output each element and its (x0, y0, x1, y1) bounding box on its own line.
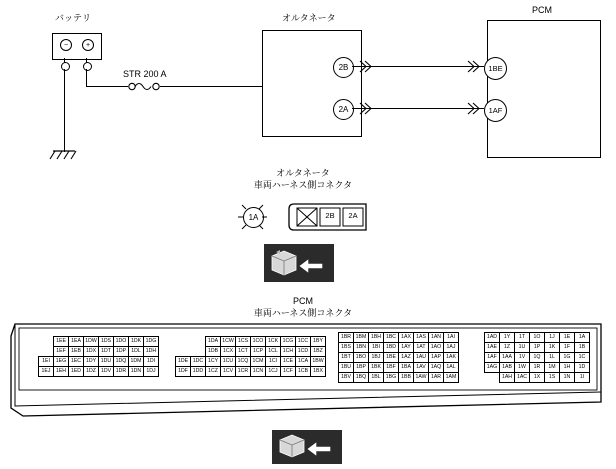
pcm-pin-cell[interactable]: 1DU (99, 357, 114, 367)
pcm-body (487, 20, 601, 158)
pcm-pin-cell[interactable]: 1CB (296, 367, 311, 377)
detail-terminal-1a-label: 1A (248, 213, 259, 222)
pcm-connector-photo (272, 430, 342, 464)
pcm-pin-row (485, 353, 590, 363)
pcm-pin-cell[interactable]: 1CW (221, 337, 236, 347)
pcm-pin-cell[interactable]: 1EB (69, 347, 84, 357)
pcm-pin-cell[interactable]: 1BY (311, 337, 326, 347)
pcm-pin-row (485, 373, 590, 383)
pcm-pin-cell[interactable]: 1BC (384, 333, 399, 343)
pcm-pin-cell[interactable]: 1K (545, 343, 560, 353)
pcm-pin-row (339, 373, 459, 383)
pcm-pin-cell[interactable]: 1AI (444, 333, 459, 343)
pcm-pin-cell[interactable]: 1C (575, 353, 590, 363)
pcm-pin-cell[interactable]: 1Y (500, 333, 515, 343)
pcm-pin-cell[interactable]: 1DL (129, 347, 144, 357)
detail-terminal-2a-label: 2A (348, 211, 358, 220)
pcm-pin-cell[interactable]: 1EC (69, 357, 84, 367)
battery-negative-terminal: − (60, 39, 72, 51)
pcm-pin-cell[interactable]: 1BD (384, 343, 399, 353)
pcm-pin-spacer (39, 337, 54, 347)
fuse-label: STR 200 A (123, 69, 167, 79)
pcm-pin-cell[interactable]: 1BE (384, 353, 399, 363)
pcm-pin-cell[interactable]: 1BV (339, 373, 354, 383)
positive-wire-to-fuse (86, 86, 128, 87)
battery-positive-node (83, 62, 92, 71)
pcm-pin-cell[interactable]: 1BP (354, 363, 369, 373)
pcm-connector-title-line2: 車両ハーネス側コネクタ (253, 308, 353, 318)
pcm-pin-cell[interactable]: 1X (530, 373, 545, 383)
pcm-pin-cell[interactable]: 1AT (414, 343, 429, 353)
connector-arrow-1be (466, 59, 482, 74)
pcm-pin-spacer (39, 347, 54, 357)
pcm-pin-cell[interactable]: 1AA (500, 353, 515, 363)
pcm-pin-cell[interactable]: 1BN (354, 343, 369, 353)
pcm-pin-cell[interactable]: 1CU (221, 357, 236, 367)
pcm-pin-row (39, 347, 159, 357)
pcm-pin-cell[interactable]: 1CI (266, 357, 281, 367)
battery-label: バッテリ (55, 13, 92, 23)
pcm-pin-cell[interactable]: 1AG (485, 363, 500, 373)
alternator-connector-title-line2: 車両ハーネス側コネクタ (253, 180, 353, 190)
pcm-pin-cell[interactable]: 1DO (114, 337, 129, 347)
pcm-pin-row (485, 363, 590, 373)
fuse-symbol (126, 79, 162, 94)
pcm-pin-cell[interactable]: 1BR (339, 333, 354, 343)
pcm-pin-cell[interactable]: 1EH (54, 367, 69, 377)
pcm-pin-row (39, 337, 159, 347)
pcm-pin-cell[interactable]: 1CT (236, 347, 251, 357)
pcm-pin-cell[interactable]: 1Q (530, 353, 545, 363)
pcm-pin-cell[interactable]: 1CL (266, 347, 281, 357)
pcm-pin-cell[interactable]: 1N (560, 373, 575, 383)
pcm-pin-cell[interactable]: 1CC (296, 337, 311, 347)
pcm-pin-cell[interactable]: 1ED (69, 367, 84, 377)
pcm-pin-cell[interactable]: 1CA (296, 357, 311, 367)
pcm-pin-row (339, 363, 459, 373)
ground-symbol (49, 148, 83, 168)
pcm-pin-cell[interactable]: 1AN (429, 333, 444, 343)
pcm-pin-cell[interactable]: 1J (545, 333, 560, 343)
pcm-pin-row (485, 343, 590, 353)
pcm-pin-cell[interactable]: 1O (530, 333, 545, 343)
pcm-pin-table-2 (175, 336, 326, 377)
pcm-pin-cell[interactable]: 1AP (429, 353, 444, 363)
pcm-pin-cell[interactable]: 1H (560, 363, 575, 373)
pcm-pin-cell[interactable]: 1AW (414, 373, 429, 383)
pcm-pin-cell[interactable]: 1EA (69, 337, 84, 347)
pcm-pin-cell[interactable]: 1R (530, 363, 545, 373)
pcm-pin-cell[interactable]: 1AO (429, 343, 444, 353)
pcm-pin-cell[interactable]: 1CP (251, 347, 266, 357)
pcm-pin-block-4 (484, 332, 590, 383)
battery-positive-terminal: + (82, 39, 94, 51)
pcm-pin-table-1 (38, 336, 159, 377)
pcm-pin-cell[interactable]: 1E (560, 333, 575, 343)
pcm-pin-cell[interactable]: 1AF (485, 353, 500, 363)
pcm-pin-cell[interactable]: 1CO (251, 337, 266, 347)
pcm-pin-spacer (176, 337, 191, 347)
pcm-pin-cell[interactable]: 1BZ (311, 347, 326, 357)
pcm-pin-cell[interactable]: 1AY (399, 343, 414, 353)
pcm-pin-cell[interactable]: 1DH (144, 347, 159, 357)
pcm-pin-row (339, 333, 459, 343)
pcm-pin-cell[interactable]: 1CF (281, 367, 296, 377)
pcm-pin-cell[interactable]: 1EI (39, 357, 54, 367)
pcm-pin-cell[interactable]: 1AU (414, 353, 429, 363)
pcm-pin-cell[interactable]: 1CE (281, 357, 296, 367)
pcm-pin-cell[interactable]: 1F (560, 343, 575, 353)
pcm-pin-row (176, 347, 326, 357)
pcm-pin-cell[interactable]: 1CM (251, 357, 266, 367)
pcm-pin-cell[interactable]: 1AB (500, 363, 515, 373)
pcm-pin-cell[interactable]: 1DD (191, 367, 206, 377)
terminal-2a (333, 99, 354, 120)
pcm-pin-cell[interactable]: 1BQ (354, 373, 369, 383)
pcm-pin-cell[interactable]: 1M (545, 363, 560, 373)
pcm-pin-cell[interactable]: 1CH (281, 347, 296, 357)
pcm-pin-cell[interactable]: 1DZ (84, 367, 99, 377)
pcm-pin-cell[interactable]: 1BK (369, 363, 384, 373)
pcm-pin-cell[interactable]: 1DG (144, 337, 159, 347)
pcm-pin-cell[interactable]: 1DW (84, 337, 99, 347)
pcm-pin-cell[interactable]: 1DK (129, 337, 144, 347)
pcm-pin-cell[interactable]: 1AC (515, 373, 530, 383)
pcm-pin-cell[interactable]: 1EG (54, 357, 69, 367)
pcm-pin-cell[interactable]: 1AQ (429, 363, 444, 373)
pcm-pin-cell[interactable]: 1CN (251, 367, 266, 377)
pcm-pin-block-3 (338, 332, 459, 383)
pcm-pin-spacer (176, 347, 191, 357)
pcm-pin-cell[interactable]: 1EJ (39, 367, 54, 377)
positive-wire-vertical (86, 69, 87, 87)
pcm-pin-cell[interactable]: 1U (515, 343, 530, 353)
pcm-pin-block-1 (38, 336, 159, 377)
pcm-pin-cell[interactable]: 1AH (500, 373, 515, 383)
terminal-1be-label: 1BE (488, 64, 503, 73)
pcm-pin-cell[interactable]: 1AE (485, 343, 500, 353)
pcm-pin-cell[interactable]: 1DM (129, 357, 144, 367)
pcm-pin-block-2 (175, 336, 326, 377)
pcm-pin-cell[interactable]: 1BW (311, 357, 326, 367)
pcm-pin-cell[interactable]: 1BA (399, 363, 414, 373)
pcm-pin-cell[interactable]: 1EF (54, 347, 69, 357)
pcm-pin-cell[interactable]: 1DA (206, 337, 221, 347)
pcm-pin-cell[interactable]: 1W (515, 363, 530, 373)
pcm-connector-title-line1: PCM (293, 296, 313, 306)
pcm-pin-cell[interactable]: 1DF (176, 367, 191, 377)
terminal-2b-label: 2B (338, 63, 349, 72)
pcm-pin-cell[interactable]: 1V (515, 353, 530, 363)
fuse-to-alternator-wire (160, 86, 270, 87)
pcm-pin-cell[interactable]: 1DN (129, 367, 144, 377)
pcm-pin-cell[interactable]: 1DC (191, 357, 206, 367)
alternator-label: オルタネータ (282, 13, 336, 23)
pcm-pin-cell[interactable]: 1BO (354, 353, 369, 363)
pcm-pin-row (485, 333, 590, 343)
pcm-pin-cell[interactable]: 1DV (99, 367, 114, 377)
detail-terminal-2b-label: 2B (325, 211, 335, 220)
pcm-pin-cell[interactable]: 1DE (176, 357, 191, 367)
pcm-pin-row (176, 337, 326, 347)
pcm-pin-cell[interactable]: 1CJ (266, 367, 281, 377)
pcm-pin-cell[interactable]: 1B (575, 343, 590, 353)
pcm-pin-cell[interactable]: 1CX (221, 347, 236, 357)
pcm-pin-cell[interactable]: 1CQ (236, 357, 251, 367)
pcm-pin-cell[interactable]: 1DQ (114, 357, 129, 367)
pcm-pin-cell[interactable]: 1DI (144, 357, 159, 367)
pcm-pin-cell[interactable]: 1AK (444, 353, 459, 363)
ground-wire (64, 69, 65, 152)
terminal-1a-hatch (237, 203, 268, 231)
pcm-pin-cell[interactable]: 1Z (500, 343, 515, 353)
pcm-pin-cell[interactable]: 1AS (414, 333, 429, 343)
pcm-pin-cell[interactable]: 1DJ (144, 367, 159, 377)
pcm-pin-row (339, 353, 459, 363)
pcm-pin-cell[interactable]: 1BI (369, 343, 384, 353)
pcm-pin-cell[interactable]: 1CD (296, 347, 311, 357)
pcm-pin-cell[interactable]: 1CS (236, 337, 251, 347)
pcm-pin-cell[interactable]: 1BH (369, 333, 384, 343)
pcm-pin-spacer (191, 347, 206, 357)
pcm-pin-cell[interactable]: 1BS (339, 343, 354, 353)
pcm-pin-cell[interactable]: 1BG (384, 373, 399, 383)
pcm-pin-cell[interactable]: 1CY (206, 357, 221, 367)
pcm-pin-cell[interactable]: 1BB (399, 373, 414, 383)
alternator-connector-photo (264, 244, 334, 282)
pcm-pin-cell[interactable]: 1AJ (444, 343, 459, 353)
pcm-pin-cell[interactable]: 1DS (99, 337, 114, 347)
alternator-connector-title-line1: オルタネータ (276, 168, 330, 178)
pcm-pin-cell[interactable]: 1L (545, 353, 560, 363)
pcm-pin-spacer (485, 373, 500, 383)
pcm-pin-cell[interactable]: 1G (560, 353, 575, 363)
pcm-pin-cell[interactable]: 1BF (384, 363, 399, 373)
connector-arrow-2a (358, 101, 374, 116)
pcm-pin-cell[interactable]: 1BJ (369, 353, 384, 363)
pcm-pin-cell[interactable]: 1DR (114, 367, 129, 377)
pcm-pin-cell[interactable]: 1T (515, 333, 530, 343)
pcm-pin-cell[interactable]: 1BU (339, 363, 354, 373)
terminal-2b (333, 57, 354, 78)
pcm-pin-cell[interactable]: 1CV (221, 367, 236, 377)
pcm-pin-cell[interactable]: 1DP (114, 347, 129, 357)
pcm-pin-cell[interactable]: 1CR (236, 367, 251, 377)
pcm-pin-cell[interactable]: 1DY (84, 357, 99, 367)
pcm-pin-row (176, 367, 326, 377)
pcm-label: PCM (532, 5, 552, 15)
terminal-1af-label: 1AF (488, 106, 503, 115)
pcm-pin-cell[interactable]: 1BL (369, 373, 384, 383)
pcm-pin-cell[interactable]: 1P (530, 343, 545, 353)
pcm-pin-cell[interactable]: 1D (575, 363, 590, 373)
pcm-pin-cell[interactable]: 1AR (429, 373, 444, 383)
pcm-pin-cell[interactable]: 1CG (281, 337, 296, 347)
pcm-pin-spacer (191, 337, 206, 347)
pcm-pin-cell[interactable]: 1AZ (399, 353, 414, 363)
pcm-pin-cell[interactable]: 1CK (266, 337, 281, 347)
battery-negative-node (61, 62, 70, 71)
pcm-pin-cell[interactable]: 1DB (206, 347, 221, 357)
pcm-pin-row (39, 357, 159, 367)
pcm-pin-cell[interactable]: 1CZ (206, 367, 221, 377)
pcm-pin-row (339, 343, 459, 353)
pcm-pin-table-4 (484, 332, 590, 383)
pcm-pin-cell[interactable]: 1AV (414, 363, 429, 373)
connector-arrow-2b (358, 59, 374, 74)
pcm-pin-cell[interactable]: 1I (575, 373, 590, 383)
pcm-pin-cell[interactable]: 1AD (485, 333, 500, 343)
pcm-pin-cell[interactable]: 1A (575, 333, 590, 343)
pcm-pin-cell[interactable]: 1AL (444, 363, 459, 373)
pcm-pin-row (176, 357, 326, 367)
pcm-pin-table-3 (338, 332, 459, 383)
pcm-pin-cell[interactable]: 1DT (99, 347, 114, 357)
connector-arrow-1af (466, 101, 482, 116)
pcm-pin-cell[interactable]: 1AM (444, 373, 459, 383)
alternator-body (262, 30, 362, 137)
pcm-pin-cell[interactable]: 1S (545, 373, 560, 383)
pcm-pin-cell[interactable]: 1BX (311, 367, 326, 377)
pcm-pin-cell[interactable]: 1AX (399, 333, 414, 343)
terminal-1be (484, 57, 507, 80)
pcm-pin-row (39, 367, 159, 377)
pcm-pin-cell[interactable]: 1EE (54, 337, 69, 347)
pcm-pin-cell[interactable]: 1BM (354, 333, 369, 343)
terminal-1af (484, 99, 507, 122)
terminal-2a-label: 2A (338, 105, 349, 114)
pcm-pin-cell[interactable]: 1BT (339, 353, 354, 363)
pcm-pin-cell[interactable]: 1DX (84, 347, 99, 357)
